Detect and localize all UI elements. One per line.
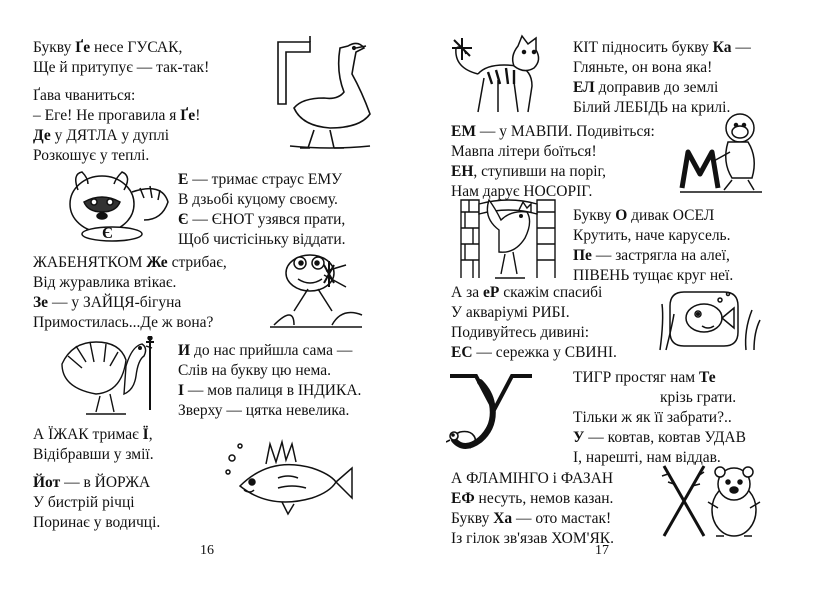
left-verse-line [33,425,153,445]
verse-text: несе ГУСАК, [90,39,183,56]
verse-text: Букву [451,510,494,527]
verse-text: Ще й притупує — так-так! [33,59,210,76]
right-verse-line [573,78,718,98]
left-verse-line [33,253,227,273]
right-verse-line [451,303,570,323]
verse-text: доправив до землі [594,79,719,96]
verse-text: — застрягла на алеї, [591,247,730,264]
bold-letter-name: Ха [493,510,513,527]
verse-text: Поринає у водичці. [33,514,161,531]
right-verse-line [451,323,589,343]
bold-letter-name: ЕС [451,344,473,361]
left-verse-line [178,401,349,421]
right-verse-line [573,206,714,226]
verse-text: — ковтав, ковтав УДАВ [584,429,746,446]
verse-text: — у ЗАЙЦЯ-бігуна [48,294,182,311]
raccoon-illustration [42,162,174,244]
fish-in-aquarium-illustration [654,284,762,354]
cat-illustration [448,34,552,118]
right-verse-line [573,38,751,58]
right-verse-line [573,226,731,246]
left-verse-line [178,361,331,381]
left-verse-line [33,513,160,533]
right-verse-line [451,283,602,303]
right-verse-line [451,489,613,509]
verse-text: — у МАВПИ. Подивіться: [475,123,655,140]
verse-text: КІТ підносить букву [573,39,713,56]
right-verse-line [573,368,716,388]
left-verse-line [178,210,345,230]
right-verse-line [451,142,597,162]
verse-text: дивак ОСЕЛ [627,207,715,224]
bold-letter-name: Є [178,211,189,228]
verse-text: Із гілок зв'язав ХОМ'ЯК. [451,530,614,547]
rooster-gate-illustration [455,190,559,282]
right-verse-line [451,529,614,549]
left-verse-line [33,58,209,78]
bold-letter-name: Ґе [180,107,196,124]
verse-text: Нам дарує НОСОРІГ. [451,183,593,200]
verse-text: У бистрій річці [33,494,135,511]
verse-text: скажім спасибі [499,284,603,301]
left-verse-line [33,293,181,313]
verse-text: У акваріумі РИБІ. [451,304,570,321]
snake-letter-u-illustration [446,370,536,456]
bold-letter-name: Е [178,171,189,188]
right-verse-line [451,343,617,363]
bold-letter-name: Же [146,254,168,271]
verse-text: ! [195,107,201,124]
right-verse-line [660,388,736,408]
left-verse-line [33,313,213,333]
verse-text: ЖАБЕНЯТКОМ [33,254,147,271]
hamster-letter-kha-illustration [660,458,764,540]
verse-text: Крутить, наче карусель. [573,227,731,244]
bold-letter-name: ЕН [451,163,474,180]
verse-text: — сережка у СВИНІ. [472,344,617,361]
left-verse-line [33,38,182,58]
verse-text: Букву [573,207,616,224]
verse-text: А за [451,284,483,301]
left-verse-line [33,445,154,465]
right-verse-line [573,246,730,266]
verse-text: Білий ЛЕБІДЬ на крилі. [573,99,731,116]
verse-text: — [731,39,751,56]
bold-letter-name: У [573,429,585,446]
verse-text: — мов палиця в ІНДИКА. [184,382,362,399]
verse-text: А ЇЖАК тримає [33,426,143,443]
bold-letter-name: ЕФ [451,490,475,507]
verse-text: Тільки ж як її забрати?.. [573,409,732,426]
verse-text: — тримає страус ЕМУ [188,171,343,188]
verse-text: Слів на букву цю нема. [178,362,331,379]
verse-text: Гляньте, он вона яка! [573,59,713,76]
bold-letter-name: Ї [142,426,149,443]
verse-text: А ФЛАМІНГО і ФАЗАН [451,470,614,487]
verse-text: Відібравши у змії. [33,446,154,463]
verse-text: у ДЯТЛА у дуплі [50,127,170,144]
left-verse-line [178,170,342,190]
bold-letter-name: ЕМ [451,123,476,140]
page-number-left: 16 [200,543,214,558]
verse-text: — ЄНОТ узявся прати, [188,211,346,228]
verse-text: несуть, немов казан. [474,490,614,507]
monkey-letter-em-illustration [678,108,764,194]
svg-text:Є: Є [102,225,113,242]
right-verse-line [451,162,606,182]
bold-letter-name: Зе [33,294,49,311]
left-verse-line [33,86,135,106]
left-verse-line [33,273,176,293]
turkey-illustration [56,336,166,416]
left-verse-line [33,473,150,493]
verse-text: , [148,426,153,443]
verse-text: Примостилась...Де ж вона? [33,314,214,331]
verse-text: Мавпа літери боїться! [451,143,597,160]
verse-text: стрибає, [167,254,227,271]
verse-text: Розкошує у теплі. [33,147,150,164]
bold-letter-name: І [178,382,185,399]
verse-text: – Еге! Не прогавила я [33,107,181,124]
left-verse-line [178,381,361,401]
bold-letter-name: Де [33,127,51,144]
bold-letter-name: ЕЛ [573,79,595,96]
bold-letter-name: О [615,207,628,224]
bold-letter-name: И [178,342,191,359]
right-verse-line [573,408,732,428]
left-verse-line [33,126,169,146]
goose-letter-ge-illustration [270,34,390,152]
bold-letter-name: еР [482,284,500,301]
page-number-right: 17 [595,543,609,558]
right-verse-line [451,122,655,142]
bold-letter-name: Пе [573,247,592,264]
right-verse-line [451,509,611,529]
right-verse-line [573,58,712,78]
verse-text: І, нарешті, нам віддав. [573,449,721,466]
verse-text: Зверху — цятка невелика. [178,402,350,419]
verse-text: до нас прийшла сама — [190,342,353,359]
ruff-fish-illustration [222,438,354,524]
verse-text: — ото мастак! [512,510,612,527]
verse-text: Ґава чваниться: [33,87,136,104]
verse-text: Щоб чистісіньку віддати. [178,231,346,248]
verse-text: , ступивши на поріг, [473,163,607,180]
bold-letter-name: Йот [33,474,61,491]
verse-text: В дзьобі куцому своєму. [178,191,338,208]
bold-letter-name: Те [698,369,716,386]
verse-text: — в ЙОРЖА [60,474,151,491]
verse-text: Від журавлика втікає. [33,274,177,291]
left-verse-line [178,190,338,210]
verse-text: Букву [33,39,76,56]
right-verse-line [451,469,613,489]
verse-text: Подивуйтесь дивині: [451,324,590,341]
bold-letter-name: Ґе [75,39,91,56]
left-verse-line [33,106,200,126]
right-verse-line [573,428,746,448]
left-verse-line [178,341,352,361]
verse-text: крізь грати. [660,389,737,406]
bold-letter-name: Ка [712,39,732,56]
frog-illustration [268,245,364,330]
left-verse-line [33,493,135,513]
verse-text: ПІВЕНЬ тущає круг неї. [573,267,734,284]
verse-text: ТИГР простяг нам [573,369,699,386]
